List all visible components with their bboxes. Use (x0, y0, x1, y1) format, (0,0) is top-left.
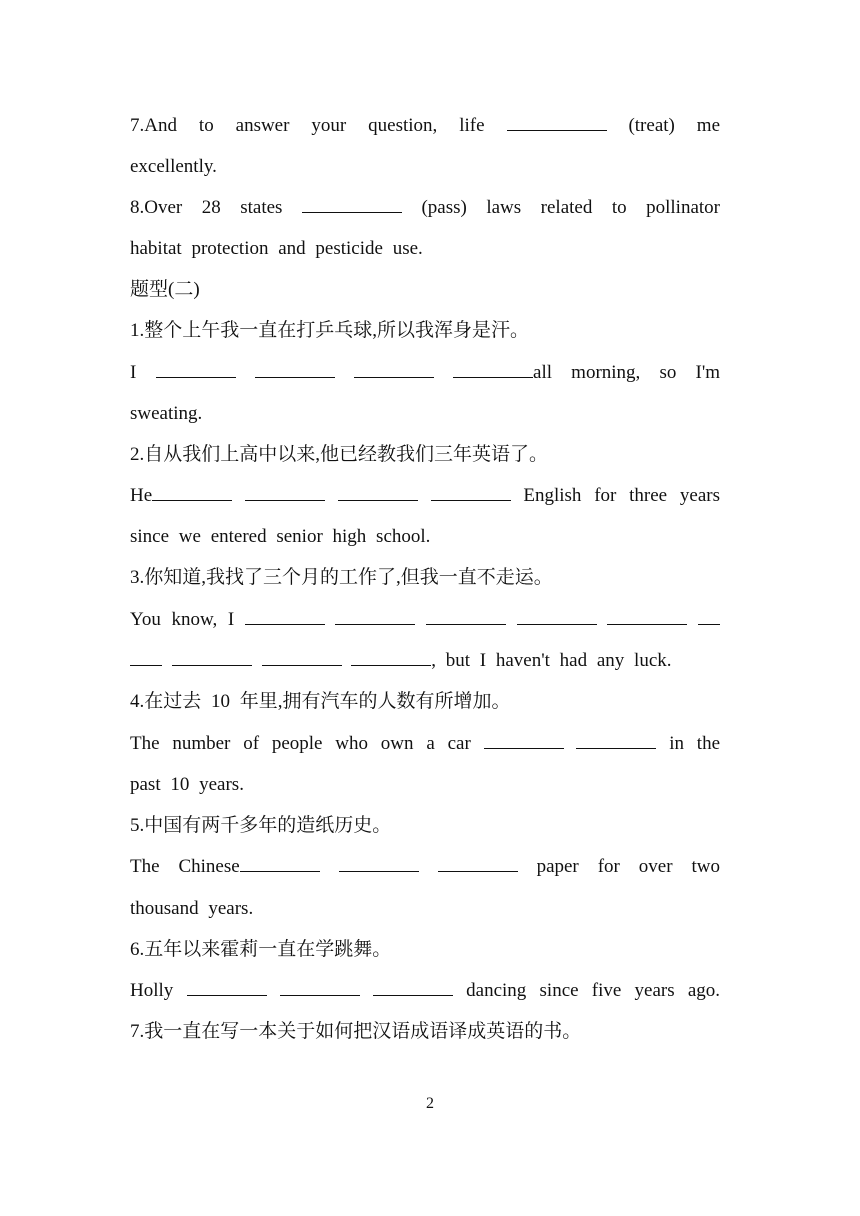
question-8-text: 8.Over 28 states (130, 197, 283, 218)
question-5-text: The Chinese (130, 856, 240, 877)
question-1-line-2: sweating. (130, 403, 203, 424)
answer-blank[interactable] (280, 979, 360, 996)
answer-blank[interactable] (354, 361, 434, 378)
question-5-chinese: 5.中国有两千多年的造纸历史。 (130, 815, 392, 836)
answer-blank[interactable] (240, 855, 320, 872)
question-8-line-2: habitat protection and pesticide use. (130, 238, 423, 259)
question-1-text: I (130, 362, 137, 383)
answer-blank[interactable] (431, 484, 511, 501)
question-6-chinese: 6.五年以来霍莉一直在学跳舞。 (130, 939, 392, 960)
question-5-line-1 (130, 853, 720, 881)
question-4-text: The number of people who own a car (130, 733, 471, 754)
question-6-tail: dancing since five years ago. (466, 980, 721, 1001)
answer-blank[interactable] (152, 484, 232, 501)
question-5-line-2: thousand years. (130, 898, 254, 919)
answer-blank[interactable] (453, 361, 533, 378)
page-number: 2 (426, 1095, 434, 1112)
answer-blank[interactable] (262, 649, 342, 666)
question-2-chinese: 2.自从我们上高中以来,他已经教我们三年英语了。 (130, 444, 549, 465)
answer-blank[interactable] (517, 608, 597, 625)
question-1-tail: all morning, so I'm (533, 362, 721, 383)
question-7-text: 7.And to answer your question, life (130, 115, 485, 136)
question-3-tail: , but I haven't had any luck. (431, 650, 672, 671)
answer-blank[interactable] (245, 608, 325, 625)
question-6-line-1 (130, 977, 720, 1005)
question-3-line-1 (130, 606, 720, 634)
answer-blank[interactable] (426, 608, 506, 625)
question-7-line-1 (130, 112, 720, 140)
answer-blank[interactable] (245, 484, 325, 501)
question-8-hint: (pass) laws related to pollinator (421, 197, 720, 218)
answer-blank[interactable] (339, 855, 419, 872)
answer-blank[interactable] (351, 649, 431, 666)
answer-blank[interactable] (507, 114, 607, 131)
question-4-line-1 (130, 730, 720, 758)
question-5-tail: paper for over two (536, 856, 721, 877)
answer-blank[interactable] (484, 732, 564, 749)
answer-blank[interactable] (373, 979, 453, 996)
question-4-line-2: past 10 years. (130, 774, 244, 795)
answer-blank[interactable] (438, 855, 518, 872)
answer-blank[interactable] (172, 649, 252, 666)
answer-blank[interactable] (607, 608, 687, 625)
question-2-line-2: since we entered senior high school. (130, 526, 431, 547)
question-3-chinese: 3.你知道,我找了三个月的工作了,但我一直不走运。 (130, 567, 553, 588)
question-1-line-1 (130, 359, 720, 387)
question-4-tail: in the (669, 733, 721, 754)
answer-blank[interactable] (698, 608, 720, 625)
answer-blank[interactable] (156, 361, 236, 378)
question-2-line-1 (130, 482, 720, 510)
answer-blank[interactable] (338, 484, 418, 501)
answer-blank[interactable] (335, 608, 415, 625)
answer-blank[interactable] (187, 979, 267, 996)
question-7-line-2: excellently. (130, 156, 217, 177)
question-3-text: You know, I (130, 609, 235, 630)
question-3-line-2 (130, 647, 720, 675)
question-8-line-1 (130, 194, 720, 222)
question-1-chinese: 1.整个上午我一直在打乒乓球,所以我浑身是汗。 (130, 320, 530, 341)
question-7b-chinese: 7.我一直在写一本关于如何把汉语成语译成英语的书。 (130, 1021, 582, 1042)
answer-blank[interactable] (255, 361, 335, 378)
question-6-text: Holly (130, 980, 174, 1001)
question-7-hint: (treat) me (628, 115, 721, 136)
answer-blank[interactable] (576, 732, 656, 749)
question-2-tail: English for three years (523, 485, 720, 506)
answer-blank[interactable] (302, 196, 402, 213)
answer-blank[interactable] (130, 649, 162, 666)
section-heading: 题型(二) (130, 279, 200, 300)
question-4-chinese: 4.在过去 10 年里,拥有汽车的人数有所增加。 (130, 691, 511, 712)
question-2-text: He (130, 485, 153, 506)
